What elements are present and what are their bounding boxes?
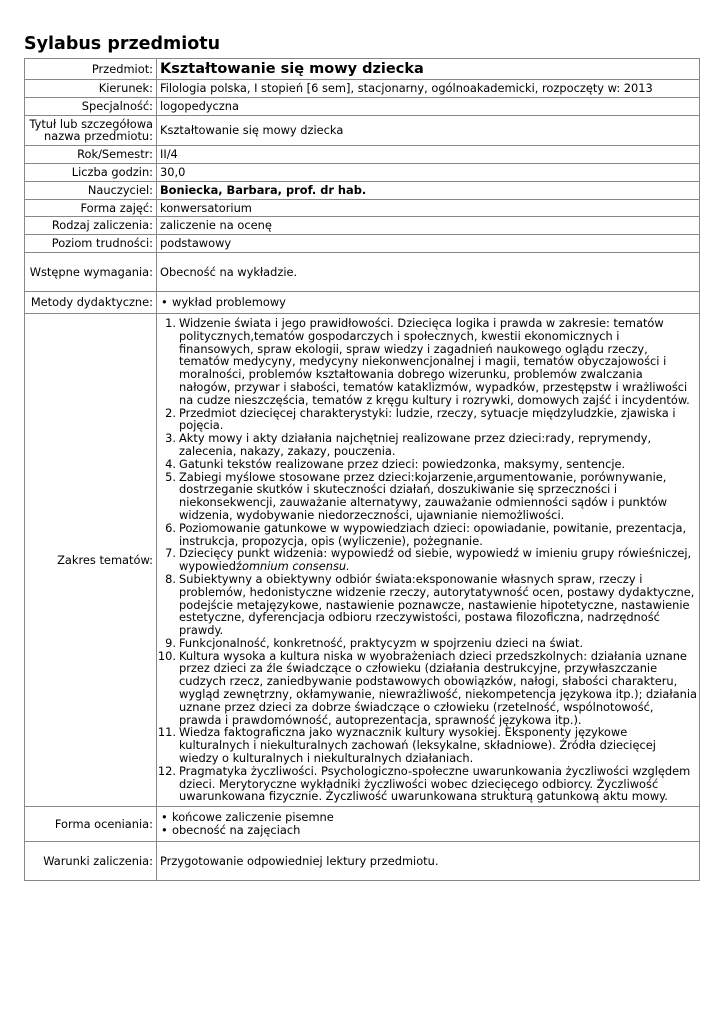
label-kierunek: Kierunek: (25, 80, 157, 98)
value-liczba-godzin: 30,0 (157, 163, 700, 181)
value-forma-zajec: konwersatorium (157, 199, 700, 217)
list-item: Zabiegi myślowe stosowane przez dzieci:kojarzenie,argumentowanie, porównywanie, dostrzeganie skutków i skuteczności działań, doszukiwanie się sprzeczności i niekonsekwencji, zauważanie alternatywy, zauważanie odmienności sądów i punktów widzenia, wydobywanie niedorzeczności, ujawnianie niemożliwości. (179, 469, 668, 522)
row-przedmiot (25, 59, 700, 80)
list-item (160, 547, 697, 573)
value-forma-oceniania (157, 807, 700, 842)
label-zakres: Zakres tematów: (25, 313, 157, 806)
list-item: Akty mowy i akty działania najchętniej realizowane przez dzieci:rady, reprymendy, zalecenia, nakazy, zakazy, pouczenia. (179, 431, 652, 458)
label-metody: Metody dydaktyczne: (25, 291, 157, 313)
value-nauczyciel: Boniecka, Barbara, prof. dr hab. (157, 181, 700, 199)
list-item-italic: omnium consensu. (241, 559, 350, 574)
label-rodzaj-zaliczenia: Rodzaj zaliczenia: (25, 217, 157, 235)
list-item: Subiektywny a obiektywny odbiór świata:eksponowanie własnych spraw, rzeczy i problemów, hedonistyczne widzenie rzeczy, autorytatywność ocen, postawy dydaktyczne, podejście metajęzykowe, nastawienie poznawcze, nastawienie hipotetyczne, nastawienie estetyczne, dyferencjacja odbioru rzeczywistości, postawa filozoficzna, nadrzędność prawdy. (179, 571, 695, 638)
row-tytul (25, 115, 700, 146)
list-item: Pragmatyka życzliwości. Psychologiczno-społeczne uwarunkowania życzliwości względem dzieci. Merytoryczne wykładniki życzliwości wobec dziecięcego odbiorcy. Życzliwość uwarunkowana fizycznie. Życzliwość uwarunkowana strukturą gatunkową aktu mowy. (179, 763, 691, 804)
list-item: Wiedza faktograficzna jako wyznacznik kultury wysokiej. Eksponenty językowe kulturalnych i niekulturalnych zachowań (leksykalne, składniowe). Źródła dziecięcej wiedzy o kulturalnych i niekulturalnych działaniach. (179, 725, 656, 766)
syllabus-table (24, 58, 700, 881)
row-wstepne-wymagania (25, 252, 700, 291)
list-item: Przedmiot dziecięcej charakterystyki: ludzie, rzeczy, sytuacje międzyludzkie, zjawiska i pojęcia. (179, 405, 676, 433)
label-wstepne-wymagania: Wstępne wymagania: (25, 252, 157, 291)
row-rok-semestr (25, 146, 700, 164)
topics-list (160, 317, 697, 803)
value-poziom-trudnosci: podstawowy (157, 235, 700, 253)
list-item: • końcowe zaliczenie pisemne (160, 811, 697, 824)
row-zakres (25, 313, 700, 806)
value-przedmiot: Kształtowanie się mowy dziecka (157, 59, 700, 80)
list-item: Kultura wysoka a kultura niska w wyobrażeniach dzieci przedszkolnych: działania uznane przez dzieci za źle świadczące o człowieku (działania destrukcyjne, przywłaszczanie cudzych rzecz, zaniedbywanie podstawowych obowiązków, nałogi, słabości charakteru, wygląd zewnętrzny, okłamywanie, niewrażliwość, niekompetencja językowa itp.); działania uznane przez dzieci za dobrze świadczące o człowieku (rzetelność, wspólnotowość, prawda i prawdomówność, autoprezentacja, sprawność językowa itp.). (179, 648, 697, 727)
value-warunki: Przygotowanie odpowiedniej lektury przedmiotu. (157, 842, 700, 881)
label-forma-zajec: Forma zajęć: (25, 199, 157, 217)
row-rodzaj-zaliczenia (25, 217, 700, 235)
row-nauczyciel (25, 181, 700, 199)
label-poziom-trudnosci: Poziom trudności: (25, 235, 157, 253)
label-specjalnosc: Specjalność: (25, 97, 157, 115)
row-forma-oceniania (25, 807, 700, 842)
label-warunki: Warunki zaliczenia: (25, 842, 157, 881)
label-forma-oceniania: Forma oceniania: (25, 807, 157, 842)
row-poziom-trudnosci (25, 235, 700, 253)
page-title: Sylabus przedmiotu (24, 34, 221, 54)
value-rok-semestr: II/4 (157, 146, 700, 164)
label-liczba-godzin: Liczba godzin: (25, 163, 157, 181)
value-kierunek: Filologia polska, I stopień [6 sem], stacjonarny, ogólnoakademicki, rozpoczęty w: 2013 (157, 80, 700, 98)
value-metody (157, 291, 700, 313)
list-item: • obecność na zajęciach (160, 824, 697, 837)
list-item: Widzenie świata i jego prawidłowości. Dziecięca logika i prawda w zakresie: tematów politycznych,tematów gospodarczych i społecznych, kwestii ekonomicznych i finansowych, spraw ekologii, spraw wiedzy i zagadnień naukowego oglądu rzeczy, tematów medycyny, medycyny niekonwencjonalnej i magii, tematów obyczajowości i moralności, problemów kształtowania dobrego wizerunku, problemów zwalczania nałogów, przywar i słabości, tematów kataklizmów, wypadków, przestępstw i wrażliwości na cudze nieszczęścia, tematów z kręgu kultury i rozrywki, domowych zajść i incydentów. (179, 315, 690, 407)
row-kierunek (25, 80, 700, 98)
list-item: Funkcjonalność, konkretność, praktycyzm w spojrzeniu dzieci na świat. (179, 635, 584, 650)
row-liczba-godzin (25, 163, 700, 181)
label-rok-semestr: Rok/Semestr: (25, 146, 157, 164)
label-nauczyciel: Nauczyciel: (25, 181, 157, 199)
assessment-list (160, 811, 697, 837)
value-tytul: Kształtowanie się mowy dziecka (157, 115, 700, 146)
value-wstepne-wymagania: Obecność na wykładzie. (157, 252, 700, 291)
list-item: Gatunki tekstów realizowane przez dzieci: powiedzonka, maksymy, sentencje. (179, 456, 626, 471)
row-metody (25, 291, 700, 313)
list-item: • wykład problemowy (160, 296, 697, 309)
value-zakres (157, 313, 700, 806)
label-tytul: Tytuł lub szczegółowa nazwa przedmiotu: (25, 115, 157, 146)
row-warunki (25, 842, 700, 881)
methods-list (160, 296, 697, 309)
list-item-text: Dziecięcy punkt widzenia: wypowiedź od siebie, wypowiedź w imieniu grupy rówieśniczej, wypowiedź (179, 546, 692, 574)
row-forma-zajec (25, 199, 700, 217)
list-item: Poziomowanie gatunkowe w wypowiedziach dzieci: opowiadanie, powitanie, prezentacja, instrukcja, propozycja, opis (wyliczenie), pożegnanie. (179, 520, 687, 548)
row-specjalnosc (25, 97, 700, 115)
label-przedmiot: Przedmiot: (25, 59, 157, 80)
value-specjalnosc: logopedyczna (157, 97, 700, 115)
value-rodzaj-zaliczenia: zaliczenie na ocenę (157, 217, 700, 235)
